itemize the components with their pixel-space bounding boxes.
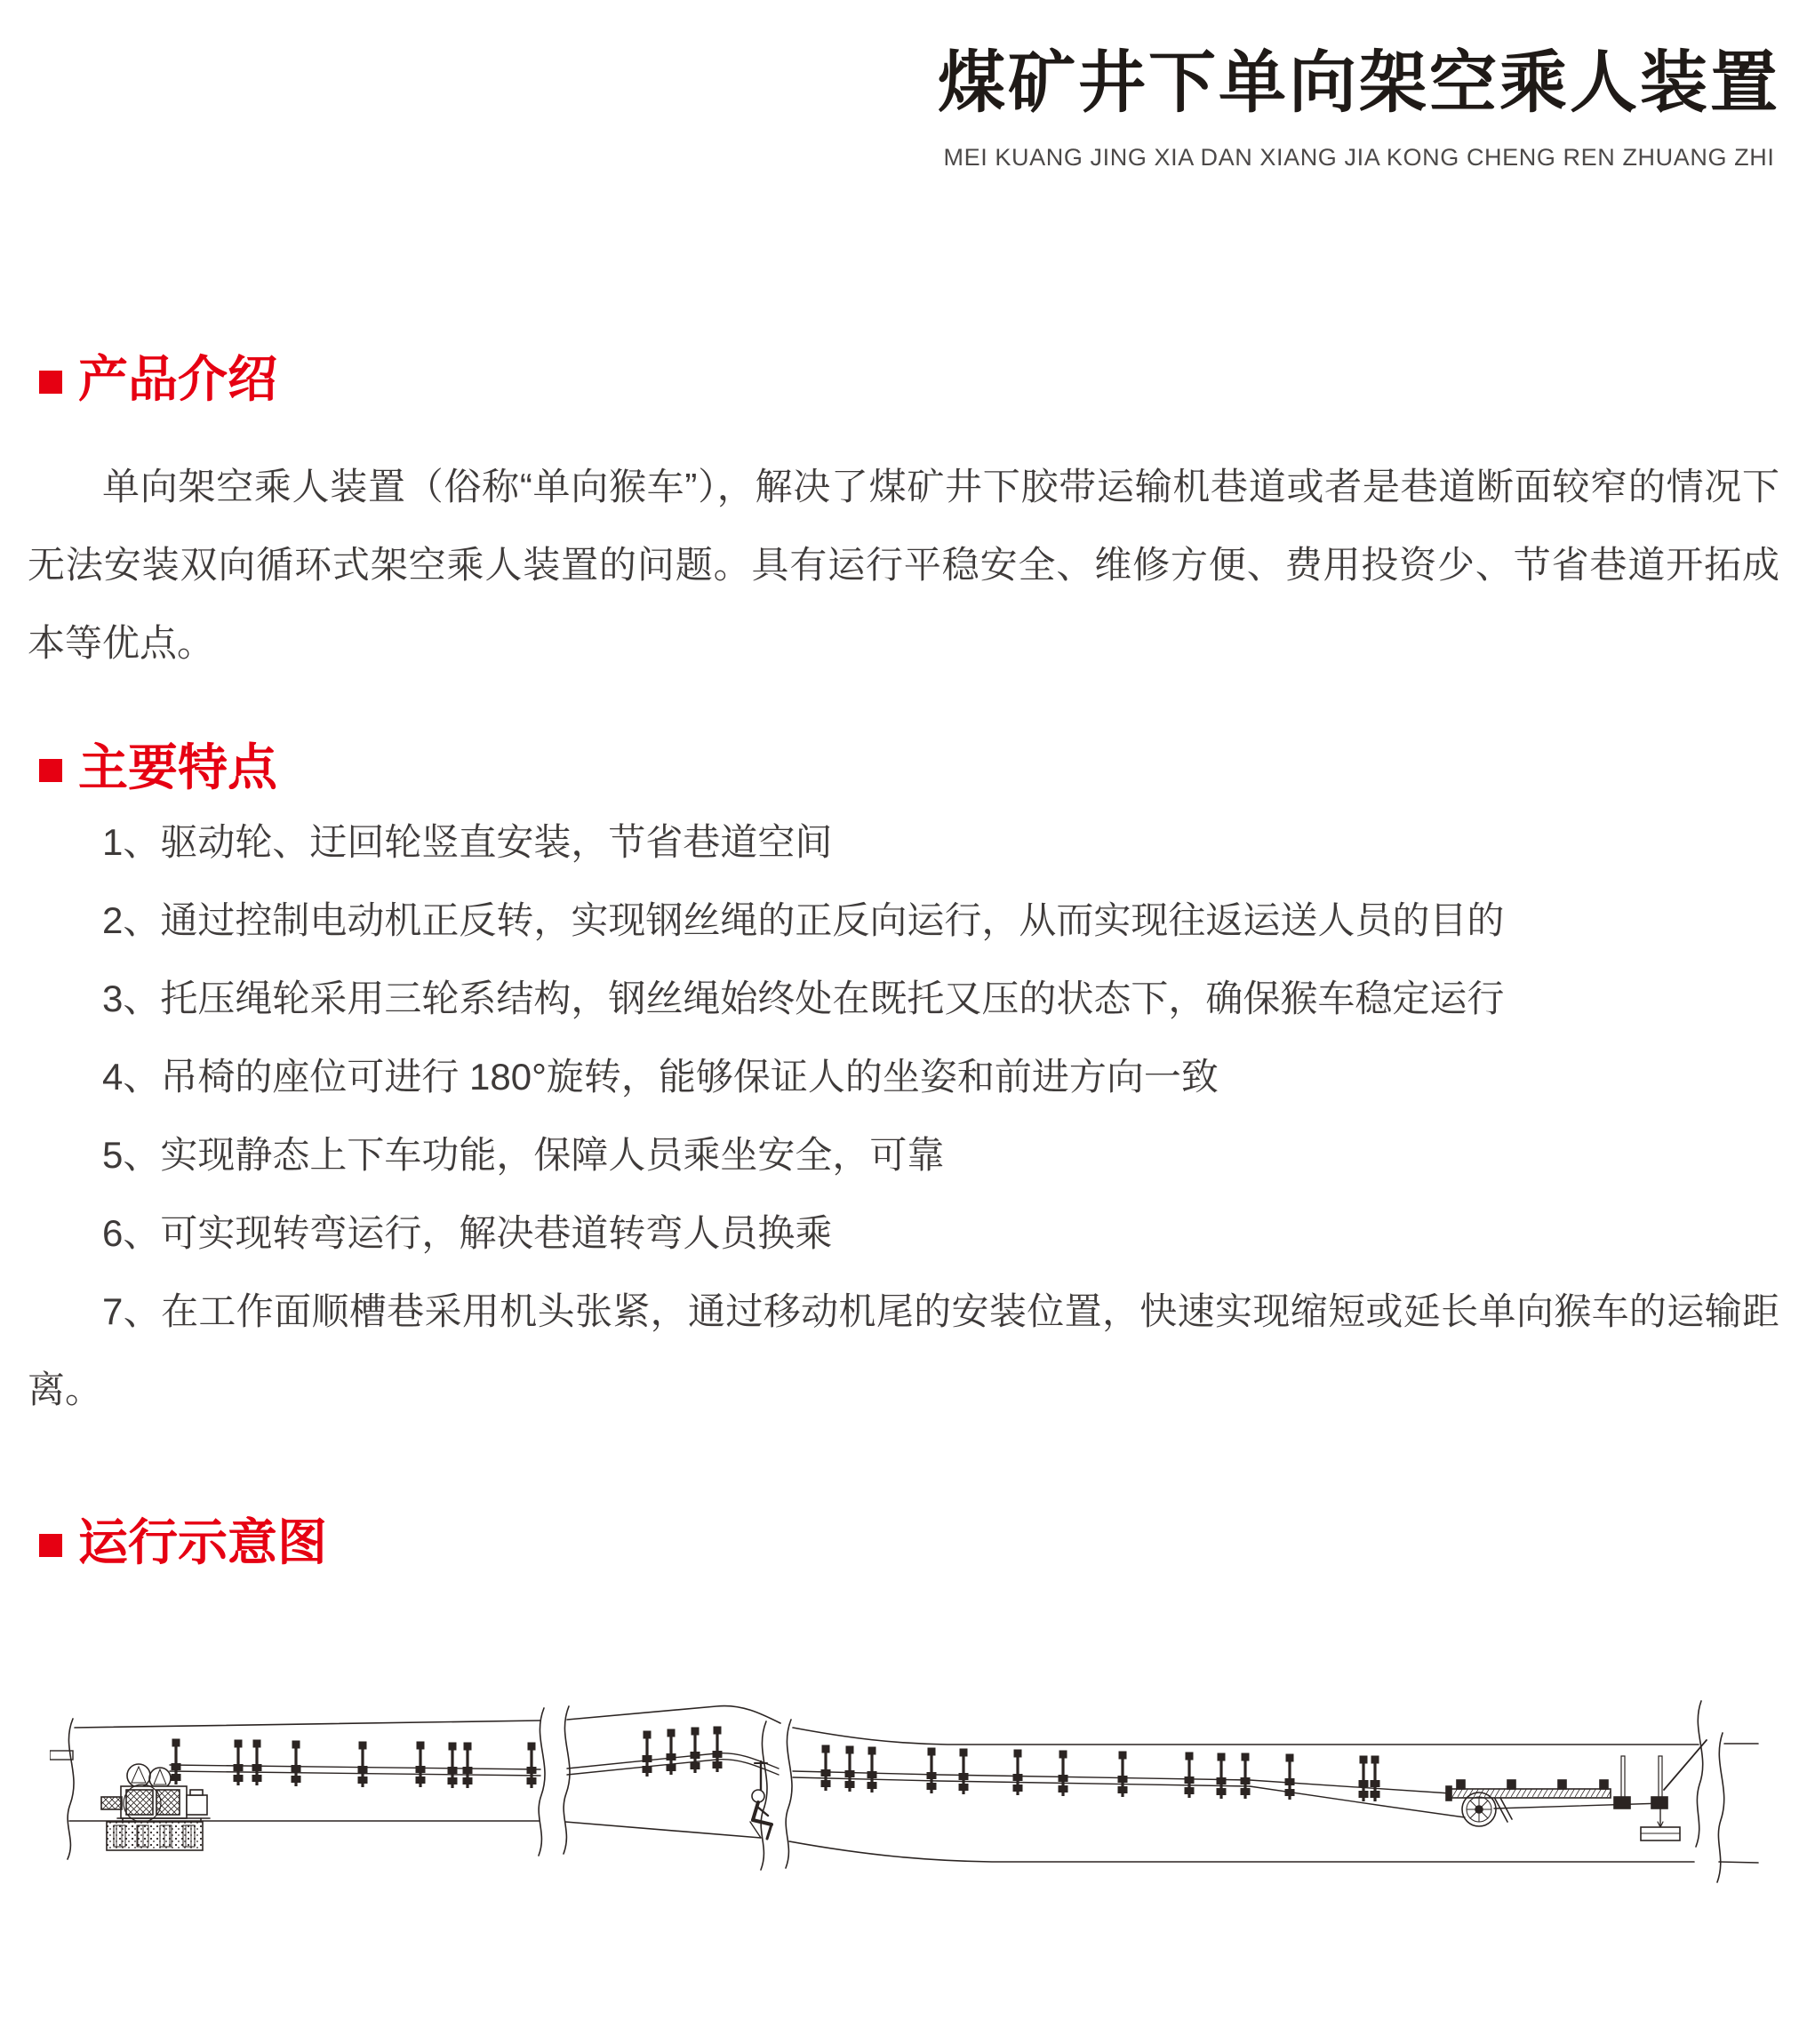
tunnel-break-right [1696, 1701, 1703, 1847]
feature-item-7: 7、在工作面顺槽巷采用机头张紧，通过移动机尾的安装位置，快速实现缩短或延长单向猴车的运输距离。 [28, 1290, 1779, 1410]
tunnel-break-left [68, 1719, 74, 1859]
feature-item-3: 3、托压绳轮采用三轮系结构，钢丝绳始终处在既托又压的状态下，确保猴车稳定运行 [102, 978, 1505, 1019]
return-wheel-icon [1462, 1792, 1496, 1826]
operation-schematic-diagram [50, 1681, 1761, 1890]
red-square-bullet-icon [39, 371, 62, 394]
feature-item-1: 1、驱动轮、迂回轮竖直安装，节省巷道空间 [102, 821, 833, 863]
page-header [938, 45, 1780, 172]
page-subtitle-pinyin: MEI KUANG JING XIA DAN XIANG JIA KONG CHENG REN ZHUANG ZHI [943, 144, 1775, 171]
return-wheel-station [1446, 1740, 1707, 1840]
feature-item-6: 6、可实现转弯运行，解决巷道转弯人员换乘 [102, 1212, 833, 1254]
tunnel-break-mid2 [786, 1720, 792, 1868]
section-heading-intro [39, 351, 277, 407]
feature-item-2: 2、通过控制电动机正反转，实现钢丝绳的正反向运行，从而实现往返运送人员的目的 [102, 899, 1505, 941]
feature-item-5: 5、实现静态上下车功能，保障人员乘坐安全，可靠 [102, 1134, 945, 1176]
intro-paragraph: 单向架空乘人装置（俗称“单向猴车”），解决了煤矿井下胶带运输机巷道或者是巷道断面较窄的情况下无法安装双向循环式架空乘人装置的问题。具有运行平稳安全、维修方便、费用投资少、节省巷道开拓成本等优点。 [28, 466, 1779, 664]
feature-item-4: 4、吊椅的座位可进行 180°旋转，能够保证人的坐姿和前进方向一致 [102, 1056, 1219, 1098]
foundation [107, 1822, 203, 1850]
section-heading-diagram-label: 运行示意图 [78, 1514, 327, 1570]
counterweight [1641, 1827, 1680, 1840]
tunnel-break-mid1 [564, 1706, 570, 1854]
page-title: 煤矿井下单向架空乘人装置 [938, 45, 1780, 121]
tunnel-break-right [1717, 1733, 1724, 1882]
wire-rope-line [50, 1751, 1664, 1817]
red-square-bullet-icon [39, 1534, 62, 1557]
features-list [28, 803, 1779, 1429]
tunnel-break-mid1 [539, 1708, 545, 1856]
section-heading-features [39, 739, 277, 795]
drive-station [101, 1764, 210, 1850]
section-heading-intro-label: 产品介绍 [78, 351, 277, 407]
hanger-posts [172, 1727, 1380, 1801]
section-heading-features-label: 主要特点 [78, 739, 277, 795]
section-heading-diagram [39, 1514, 327, 1570]
red-square-bullet-icon [39, 759, 62, 782]
